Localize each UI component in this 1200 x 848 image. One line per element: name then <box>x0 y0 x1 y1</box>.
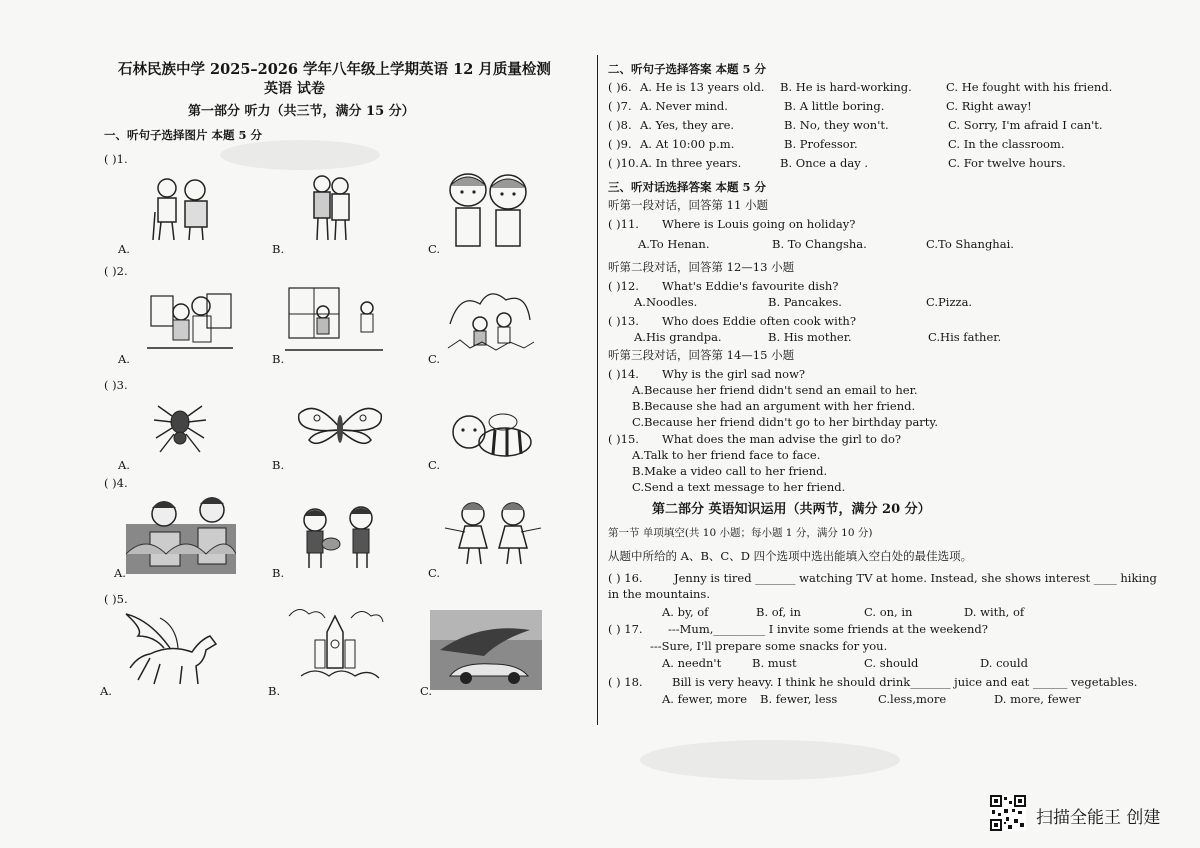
q6-option-a: A. He is 13 years old. <box>640 80 765 94</box>
q12-option-a: A.Noodles. <box>634 295 698 309</box>
q2-label-c: C. <box>428 352 441 366</box>
q2-label-b: B. <box>272 352 285 366</box>
q15-stem: What does the man advise the girl to do? <box>662 432 902 446</box>
q16-stem-continued: in the mountains. <box>608 587 710 601</box>
q16-option-d: D. with, of <box>964 605 1025 619</box>
question-7-number: ( )7. <box>608 99 632 113</box>
question-13-number: ( )13. <box>608 314 639 328</box>
q15-option-a: A.Talk to her friend face to face. <box>632 448 821 462</box>
q18-option-a: A. fewer, more <box>662 692 748 706</box>
question-4-number: ( )4. <box>104 476 128 490</box>
q5-label-a: A. <box>100 684 112 698</box>
right-column <box>598 0 1200 848</box>
q10-option-c: C. For twelve hours. <box>948 156 1066 170</box>
q8-option-b: B. No, they won't. <box>784 118 889 132</box>
q1-label-c: C. <box>428 242 441 256</box>
part2-section1-heading: 第一节 单项填空(共 10 小题；每小题 1 分，满分 10 分) <box>608 527 873 539</box>
q11-option-c: C.To Shanghai. <box>926 237 1014 251</box>
question-5-number: ( )5. <box>104 592 128 606</box>
q1-label-a: A. <box>118 242 130 256</box>
q3-picture-c-bee <box>443 408 543 464</box>
part2-heading: 第二部分 英语知识运用（共两节，满分 20 分） <box>652 502 931 517</box>
q16-option-c: C. on, in <box>864 605 913 619</box>
dialog1-instruction: 听第一段对话，回答第 11 小题 <box>608 198 768 212</box>
q17-option-c: C. should <box>864 656 919 670</box>
q11-option-b: B. To Changsha. <box>772 237 867 251</box>
section1-heading: 一、听句子选择图片 本题 5 分 <box>104 128 263 142</box>
question-9-number: ( )9. <box>608 137 632 151</box>
q16-option-b: B. of, in <box>756 605 801 619</box>
q16-stem: Jenny is tired _______ watching TV at home. Instead, she shows interest ____ hiking <box>674 571 1157 585</box>
scanner-watermark <box>990 795 1190 835</box>
q4-label-a: A. <box>114 566 126 580</box>
q2-label-a: A. <box>118 352 130 366</box>
question-12-number: ( )12. <box>608 279 639 293</box>
q2-picture-a <box>145 290 235 352</box>
left-column <box>0 0 598 848</box>
qr-code-icon <box>990 795 1026 831</box>
q5-picture-a-pegasus <box>120 610 220 688</box>
q13-option-a: A.His grandpa. <box>634 330 722 344</box>
q17-option-b: B. must <box>752 656 797 670</box>
question-8-number: ( )8. <box>608 118 632 132</box>
q17-stem-continued: ---Sure, I'll prepare some snacks for you. <box>650 639 888 653</box>
q1-picture-b <box>300 172 360 244</box>
q5-picture-b-rocket <box>285 604 385 688</box>
dialog3-instruction: 听第三段对话，回答第 14—15 小题 <box>608 348 795 362</box>
q9-option-b: B. Professor. <box>784 137 858 151</box>
exam-title: 石林民族中学 2025–2026 学年八年级上学期英语 12 月质量检测 <box>118 61 551 78</box>
q8-option-a: A. Yes, they are. <box>640 118 735 132</box>
q7-option-c: C. Right away! <box>946 99 1032 113</box>
q12-stem: What's Eddie's favourite dish? <box>662 279 839 293</box>
q2-picture-c <box>440 284 540 354</box>
question-10-number: ( )10. <box>608 156 639 170</box>
q13-stem: Who does Eddie often cook with? <box>662 314 857 328</box>
question-11-number: ( )11. <box>608 217 639 231</box>
question-6-number: ( )6. <box>608 80 632 94</box>
q3-label-a: A. <box>118 458 130 472</box>
q4-label-b: B. <box>272 566 285 580</box>
q16-option-a: A. by, of <box>662 605 709 619</box>
q4-picture-c <box>443 498 543 568</box>
q17-option-d: D. could <box>980 656 1028 670</box>
q14-option-a: A.Because her friend didn't send an email to her. <box>632 383 918 397</box>
q3-label-c: C. <box>428 458 441 472</box>
q15-option-b: B.Make a video call to her friend. <box>632 464 828 478</box>
q9-option-a: A. At 10:00 p.m. <box>640 137 735 151</box>
q3-picture-b-butterfly <box>295 404 385 452</box>
question-16-number: ( ) 16. <box>608 571 643 585</box>
q18-stem: Bill is very heavy. I think he should drink_______ juice and eat ______ vegetables. <box>672 675 1138 689</box>
q13-option-c: C.His father. <box>928 330 1002 344</box>
q7-option-a: A. Never mind. <box>640 99 728 113</box>
q6-option-c: C. He fought with his friend. <box>946 80 1113 94</box>
section2-heading: 二、听句子选择答案 本题 5 分 <box>608 62 767 76</box>
question-1-number: ( )1. <box>104 152 128 166</box>
q9-option-c: C. In the classroom. <box>948 137 1065 151</box>
q14-option-b: B.Because she had an argument with her friend. <box>632 399 916 413</box>
q17-stem: ---Mum,_________ I invite some friends at the weekend? <box>668 622 988 636</box>
q6-option-b: B. He is hard-working. <box>780 80 912 94</box>
q10-option-a: A. In three years. <box>640 156 742 170</box>
question-14-number: ( )14. <box>608 367 639 381</box>
q18-option-d: D. more, fewer <box>994 692 1081 706</box>
part2-instruction: 从题中所给的 A、B、C、D 四个选项中选出能填入空白处的最佳选项。 <box>608 549 973 563</box>
question-18-number: ( ) 18. <box>608 675 643 689</box>
q13-option-b: B. His mother. <box>768 330 852 344</box>
question-3-number: ( )3. <box>104 378 128 392</box>
q8-option-c: C. Sorry, I'm afraid I can't. <box>948 118 1103 132</box>
scanner-app-label: 扫描全能王 创建 <box>1036 808 1161 828</box>
q7-option-b: B. A little boring. <box>784 99 885 113</box>
exam-subtitle: 英语 试卷 <box>264 81 325 97</box>
q5-picture-c-photo <box>430 610 542 690</box>
question-2-number: ( )2. <box>104 264 128 278</box>
q1-picture-c <box>438 168 538 252</box>
q3-picture-a-spider <box>150 400 210 460</box>
scan-smudge <box>220 140 380 170</box>
q12-option-c: C.Pizza. <box>926 295 973 309</box>
q14-option-c: C.Because her friend didn't go to her birthday party. <box>632 415 939 429</box>
q18-option-b: B. fewer, less <box>760 692 838 706</box>
question-15-number: ( )15. <box>608 432 639 446</box>
q11-stem: Where is Louis going on holiday? <box>662 217 856 231</box>
q12-option-b: B. Pancakes. <box>768 295 842 309</box>
q10-option-b: B. Once a day . <box>780 156 869 170</box>
section3-heading: 三、听对话选择答案 本题 5 分 <box>608 180 767 194</box>
q4-picture-b <box>295 504 385 570</box>
q1-picture-a <box>145 172 220 244</box>
q4-picture-a <box>126 494 236 574</box>
q11-option-a: A.To Henan. <box>638 237 710 251</box>
scan-smudge <box>640 740 900 780</box>
q3-label-b: B. <box>272 458 285 472</box>
q18-option-c: C.less,more <box>878 692 947 706</box>
dialog2-instruction: 听第二段对话，回答第 12—13 小题 <box>608 260 795 274</box>
q17-option-a: A. needn't <box>662 656 722 670</box>
q14-stem: Why is the girl sad now? <box>662 367 806 381</box>
q2-picture-b <box>285 286 385 354</box>
q5-label-b: B. <box>268 684 281 698</box>
q5-label-c: C. <box>420 684 433 698</box>
q1-label-b: B. <box>272 242 285 256</box>
q4-label-c: C. <box>428 566 441 580</box>
part1-heading: 第一部分 听力（共三节，满分 15 分） <box>188 104 415 119</box>
question-17-number: ( ) 17. <box>608 622 643 636</box>
q15-option-c: C.Send a text message to her friend. <box>632 480 846 494</box>
